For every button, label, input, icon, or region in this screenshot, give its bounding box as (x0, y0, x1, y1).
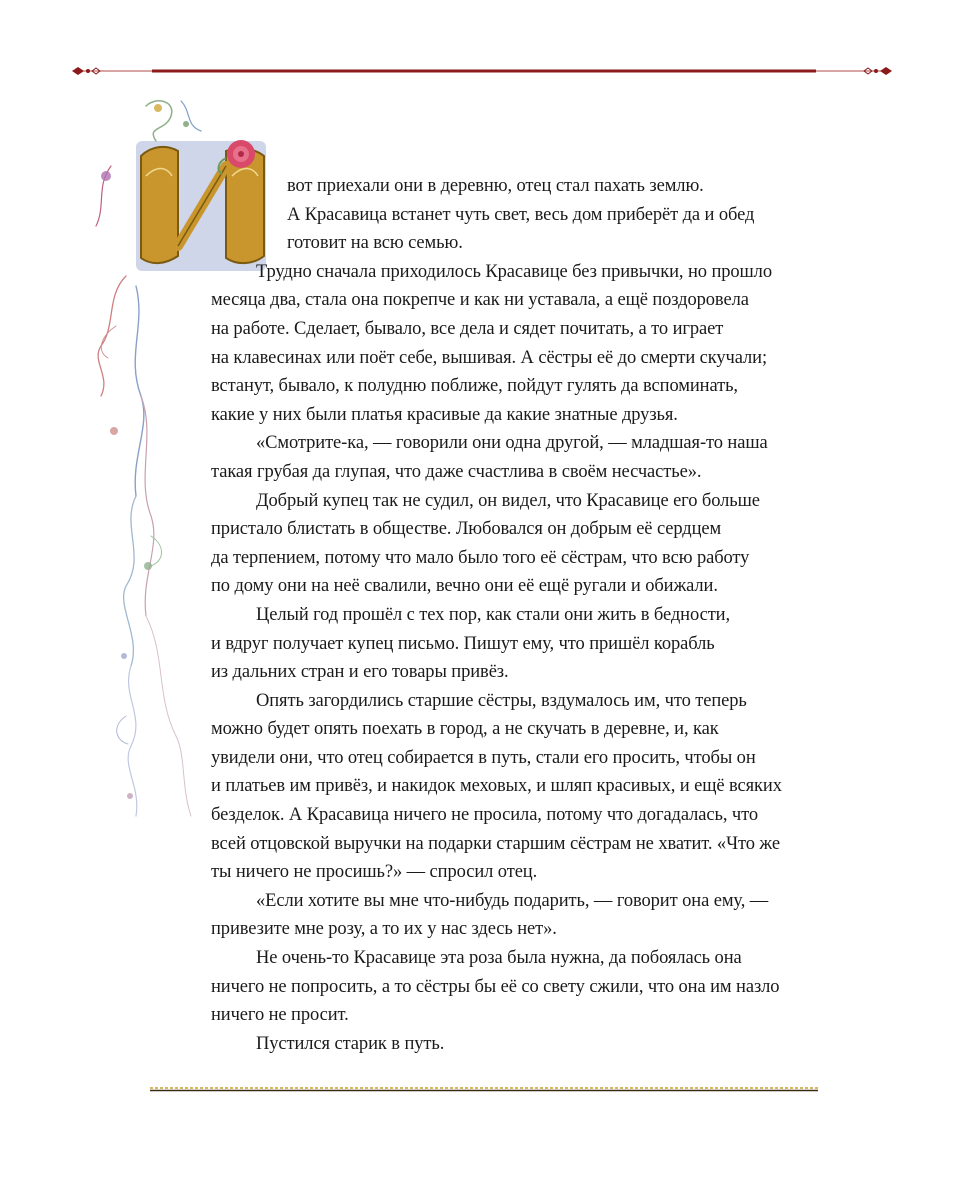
text-line: Целый год прошёл с тех пор, как стали они жить в бедности, (256, 604, 730, 625)
paragraph (211, 944, 831, 1030)
text-line: Пустился старик в путь. (256, 1033, 445, 1054)
text-line: «Если хотите вы мне что-нибудь подарить, — говорит она ему, — (256, 890, 769, 911)
text-line: привезите мне розу, а то их у нас здесь нет». (211, 919, 557, 940)
text-line: всей отцовской выручки на подарки старшим сёстрам не хватит. «Что же (211, 833, 780, 854)
text-line: из дальних стран и его товары привёз. (211, 662, 509, 683)
text-line: безделок. А Красавица ничего не просила, потому что догадалась, что (211, 805, 758, 826)
text-line: встанут, бывало, к полудню поближе, пойдут гулять да вспоминать, (211, 376, 738, 397)
text-line: вот приехали они в деревню, отец стал пахать землю. (287, 176, 704, 196)
text-line: месяца два, стала она покрепче и как ни уставала, а ещё поздоровела (211, 290, 749, 311)
text-line: такая грубая да глупая, что даже счастлива в своём несчастье». (211, 461, 702, 482)
text-line: по дому они на неё свалили, вечно они её ещё ругали и обижали. (211, 576, 718, 597)
paragraph (211, 1030, 831, 1059)
text-line: увидели они, что отец собирается в путь, стали его просить, чтобы он (211, 747, 756, 768)
text-line: готовит на всю семью. (287, 233, 463, 254)
text-line: на клавесинах или поёт себе, вышивая. А сёстры её до смерти скучали; (211, 347, 767, 368)
paragraph (211, 258, 831, 430)
paragraph (211, 172, 831, 258)
text-line: на работе. Сделает, бывало, все дела и сядет почитать, а то играет (211, 318, 724, 339)
paragraph (211, 887, 831, 944)
text-line: и платьев им привёз, и накидок меховых, и шляп красивых, и ещё всяких (211, 776, 782, 797)
text-line: Не очень-то Красавице эта роза была нужна, да побоялась она (256, 948, 742, 969)
text-line: ничего не просит. (211, 1005, 349, 1026)
text-line: А Красавица встанет чуть свет, весь дом приберёт да и обед (287, 204, 755, 225)
text-line: можно будет опять поехать в город, а не скучать в деревне, и, как (211, 719, 719, 740)
text-line: «Смотрите-ка, — говорили они одна другой, — младшая-то наша (256, 433, 768, 454)
text-line: какие у них были платья красивые да какие знатные друзья. (211, 404, 678, 425)
text-line: ты ничего не просишь?» — спросил отец. (211, 862, 538, 883)
text-line: пристало блистать в обществе. Любовался он добрым её сердцем (211, 519, 722, 540)
story-text (211, 172, 831, 1058)
text-line: да терпением, потому что мало было того её сёстрам, что всю работу (211, 547, 750, 568)
text-line: Трудно сначала приходилось Красавице без привычки, но прошло (256, 261, 772, 282)
paragraph (211, 601, 831, 687)
text-line: Опять загордились старшие сёстры, вздумалось им, что теперь (256, 690, 747, 711)
paragraph (211, 487, 831, 601)
drop-cap-letter: И (159, 148, 245, 270)
paragraph (211, 429, 831, 486)
text-line: и вдруг получает купец письмо. Пишут ему, что пришёл корабль (211, 633, 715, 654)
text-line: Добрый купец так не судил, он видел, что Красавице его больше (256, 490, 760, 511)
text-line: ничего не попросить, а то сёстры бы её со свету сжили, что она им назло (211, 976, 780, 997)
bottom-gold-rule (150, 1086, 818, 1092)
paragraph (211, 687, 831, 887)
top-ornamental-rule (72, 64, 892, 78)
